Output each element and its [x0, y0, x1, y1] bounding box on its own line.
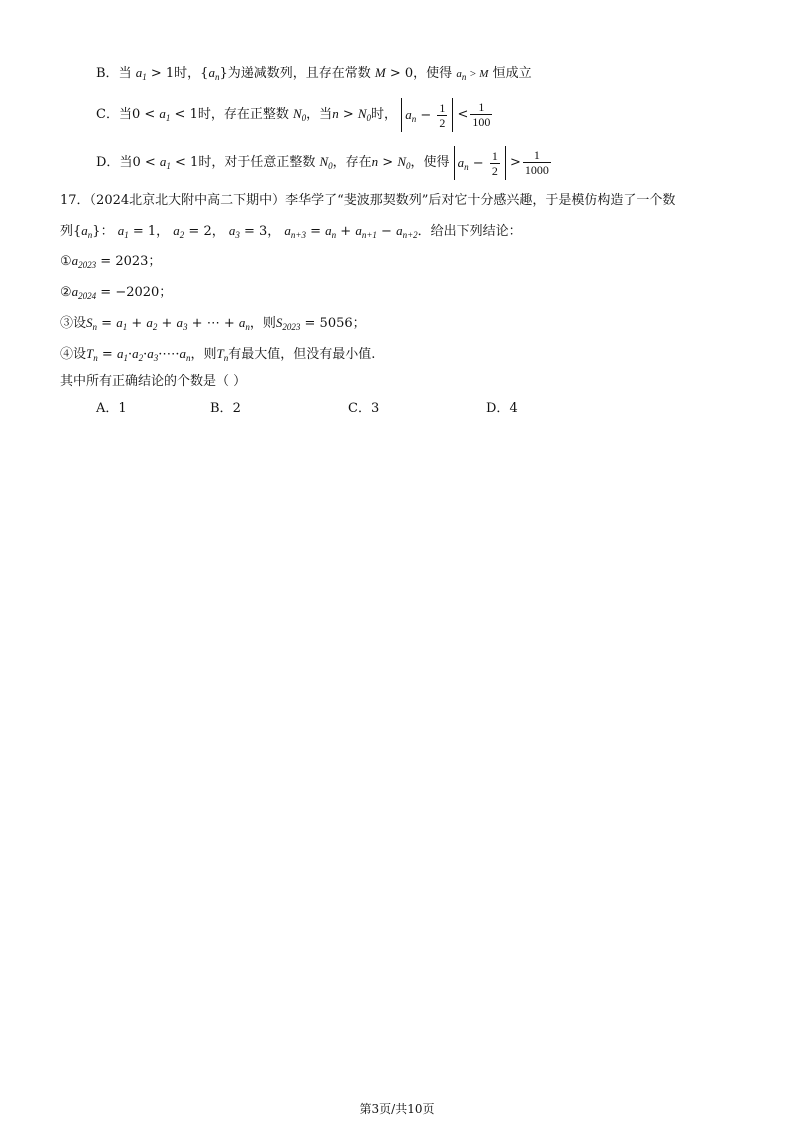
question-number: 17． [60, 193, 90, 208]
statement-2: $②a_{2024} = -2020$； [60, 284, 173, 301]
choice-d[interactable]: D．4 [486, 401, 518, 416]
statement-4: ④设$T_n$ = $a_1\cdot a_2\cdot a_3\cdot\cdots\cdot a_n$，则$T_n$有最大值，但没有最小值. [60, 346, 376, 363]
question-prompt: 其中所有正确结论的个数是（ ） [60, 374, 247, 389]
absolute-value: $a_n$ − $\frac{1}{2}$ [454, 146, 506, 180]
choice-a[interactable]: A．1 [96, 401, 127, 416]
math: M [374, 65, 386, 80]
option-c-label: C． [96, 107, 119, 122]
option-b-label: B． [96, 66, 119, 81]
absolute-value: $a_n$ − $\frac{1}{2}$ [401, 98, 453, 132]
option-b: B．当 $a_1 > 1$时，$\{a_n\}$为递减数列，且存在常数 M > 0，使得 $a_n > M$ 恒成立 [96, 65, 532, 82]
option-d-label: D． [96, 155, 120, 170]
question-17-line-2: 列$\{a_n\}$： $a_1 = 1$， $a_2 = 2$， $a_3 = 3$， $a_{n+3} = a_n + a_{n+1} - a_{n+2}$．给出下列结论： [60, 223, 522, 240]
question-17-line-1 [60, 192, 675, 210]
math: $\{a_n\}$ [200, 65, 228, 82]
option-c: C．当$0 < a_1 < 1$时，存在正整数 $N_0$，当$n > N_0$时， $a_n$ − $\frac{1}{2}$ < $\frac{1}{100}$ [96, 96, 494, 133]
statement-1: $①a_{2023} = 2023$； [60, 253, 162, 270]
question-source: （2024北京北大附中高二下期中） [89, 193, 286, 208]
option-d: D．当$0 < a_1 < 1$时，对于任意正整数 $N_0$，存在$n > N_0$，使得 $a_n$ − $\frac{1}{2}$ > $\frac{1}{1000}$ [96, 144, 553, 181]
math: $a_n > M$ [456, 68, 489, 82]
page-footer: 第3页/共10页 [359, 1102, 435, 1116]
math: $a_1$ [135, 65, 147, 82]
statement-3: ③设$S_n = a_1 + a_2 + a_3$ + ⋯ + $a_n$，则$S_{2023} = 5056$； [60, 315, 366, 332]
choice-c[interactable]: C．3 [348, 401, 380, 416]
choice-b[interactable]: B．2 [210, 401, 241, 416]
option-b-text: 当 [118, 66, 132, 81]
question-text: 李华学了“斐波那契数列”后对它十分感兴趣，于是模仿构造了一个数 [285, 193, 676, 208]
answer-choices [96, 400, 576, 418]
